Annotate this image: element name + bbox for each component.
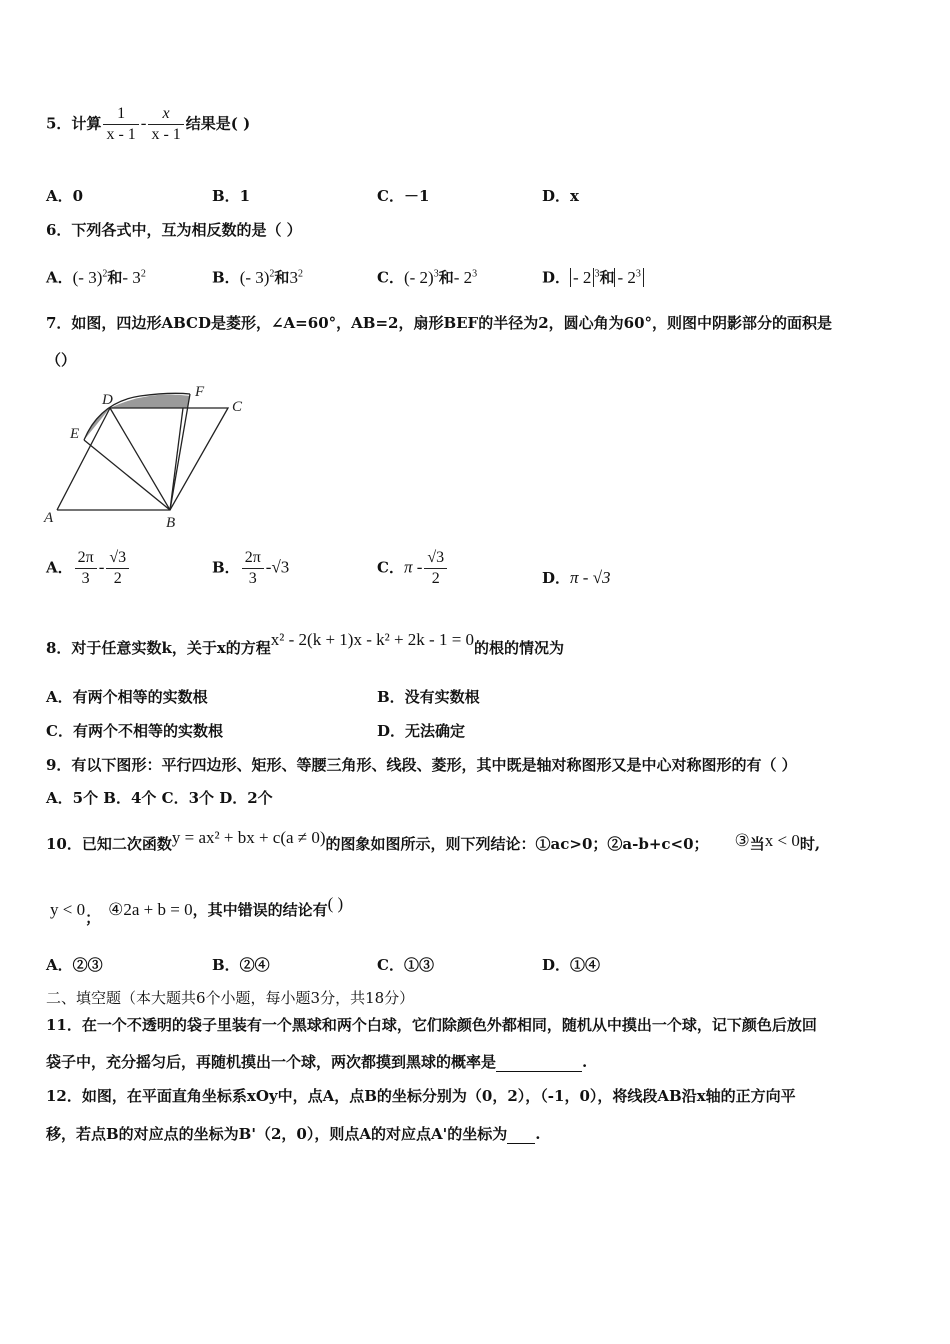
q7-option-a: A． $\frac{2\pi}{3}$ - $\frac{√3}{2}$ [46,548,131,589]
q7-option-c: C．π - $\frac{√3}{2}$ [377,548,449,589]
q12-line1: 12．如图，在平面直角坐标系xOy中，点A，点B的坐标分别为（0，2），（-1，0），将线段AB沿x轴的正方向平 [46,1087,796,1105]
q5-option-c: C．－1 [377,187,430,205]
shaded-region-e-d [84,408,110,440]
q11-answer-blank[interactable] [496,1053,582,1072]
q7-stem-line1: 7．如图，四边形ABCD是菱形，∠A=60°，AB=2，扇形BEF的半径为2，圆心角为60°，则图中阴影部分的面积是 [46,314,833,332]
label-a: A [44,510,54,526]
q6-option-a: A．(- 3)$^2$和- $3^2$ [46,267,146,287]
q7-option-b: B． $\frac{2\pi}{3}$ -√3 [212,549,290,587]
q9-stem: 9．有以下图形：平行四边形、矩形、等腰三角形、线段、菱形，其中既是轴对称图形又是中心对称图形的有（ ） [46,756,797,774]
q5-suffix: 结果是( ) [185,114,251,133]
segment-bf-inner [170,408,183,510]
q9-options: A．5个 B．4个 C．3个 D．2个 [46,789,273,807]
q8-stem: 8．对于任意实数k，关于x的方程x² - 2(k + 1)x - k² + 2k - 1 = 0的根的情况为 [46,630,565,657]
q11-line1: 11．在一个不透明的袋子里装有一个黑球和两个白球，它们除颜色外都相同，随机从中摸出一个球，记下颜色后放回 [46,1016,817,1034]
q6-stem: 6．下列各式中，互为相反数的是（ ） [46,221,302,239]
q7-rhombus-figure [40,382,250,532]
segment-bd [110,408,170,510]
q5-fraction-2: $\frac{x}{x - 1}$ [148,104,183,145]
label-c: C [232,399,243,415]
q7-option-d: D．π - √3 [542,568,611,587]
q6-option-c: C．(- 2)$^3$和- $2^3$ [377,267,478,287]
q5-fraction-1: $\frac{1}{x - 1}$ [103,104,138,145]
q8-option-b: B．没有实数根 [377,688,480,706]
q11-line2: 袋子中，充分摇匀后，再随机摸出一个球，两次都摸到黑球的概率是 . [46,1053,588,1071]
label-f: F [195,384,205,400]
q5-prefix: 5．计算 [46,114,102,133]
q7-stem-line2: （） [46,351,77,369]
segment-be [84,440,170,510]
label-b: B [166,515,176,531]
q10-option-b: B．②④ [212,956,270,974]
q10-stem-line2: y < 0； ④2a + b = 0，其中错误的结论有( ) [50,894,344,927]
q8-option-c: C．有两个不相等的实数根 [46,722,223,740]
q6-option-d: D． - 2 $^3$和 - $2^3$ [542,264,644,288]
label-d: D [102,392,113,408]
q8-option-a: A．有两个相等的实数根 [46,688,208,706]
q5-option-a: A．0 [46,187,84,205]
section-2-title: 二、填空题（本大题共6个小题，每小题3分，共18分） [46,989,415,1007]
q8-equation: x² - 2(k + 1)x - k² + 2k - 1 = 0 [270,630,475,649]
q10-option-d: D．①④ [542,956,601,974]
q8-option-d: D．无法确定 [377,722,466,740]
label-e: E [70,426,80,442]
q12-line2: 移，若点B的对应点的坐标为B'（2，0），则点A的对应点A'的坐标为 . [46,1125,541,1143]
q5-stem: 5．计算 $\frac{1}{x - 1}$ - $\frac{x}{x - 1}$ 结果是( ) [46,105,251,143]
q6-option-b: B．(- 3)$^2$和$3^2$ [212,267,303,287]
rhombus-outline [57,408,228,510]
q10-function: y = ax² + bx + c(a ≠ 0) [171,828,326,847]
q5-option-d: D．x [542,187,579,205]
q5-option-b: B．1 [212,187,251,205]
q10-option-a: A．②③ [46,956,103,974]
q10-option-c: C．①③ [377,956,434,974]
q10-stem-line1: 10．已知二次函数y = ax² + bx + c(a ≠ 0)的图象如图所示，则下列结论：①ac>0；②a-b+c<0； ③当x < 0时, [46,828,821,853]
q12-answer-blank[interactable] [507,1125,535,1144]
